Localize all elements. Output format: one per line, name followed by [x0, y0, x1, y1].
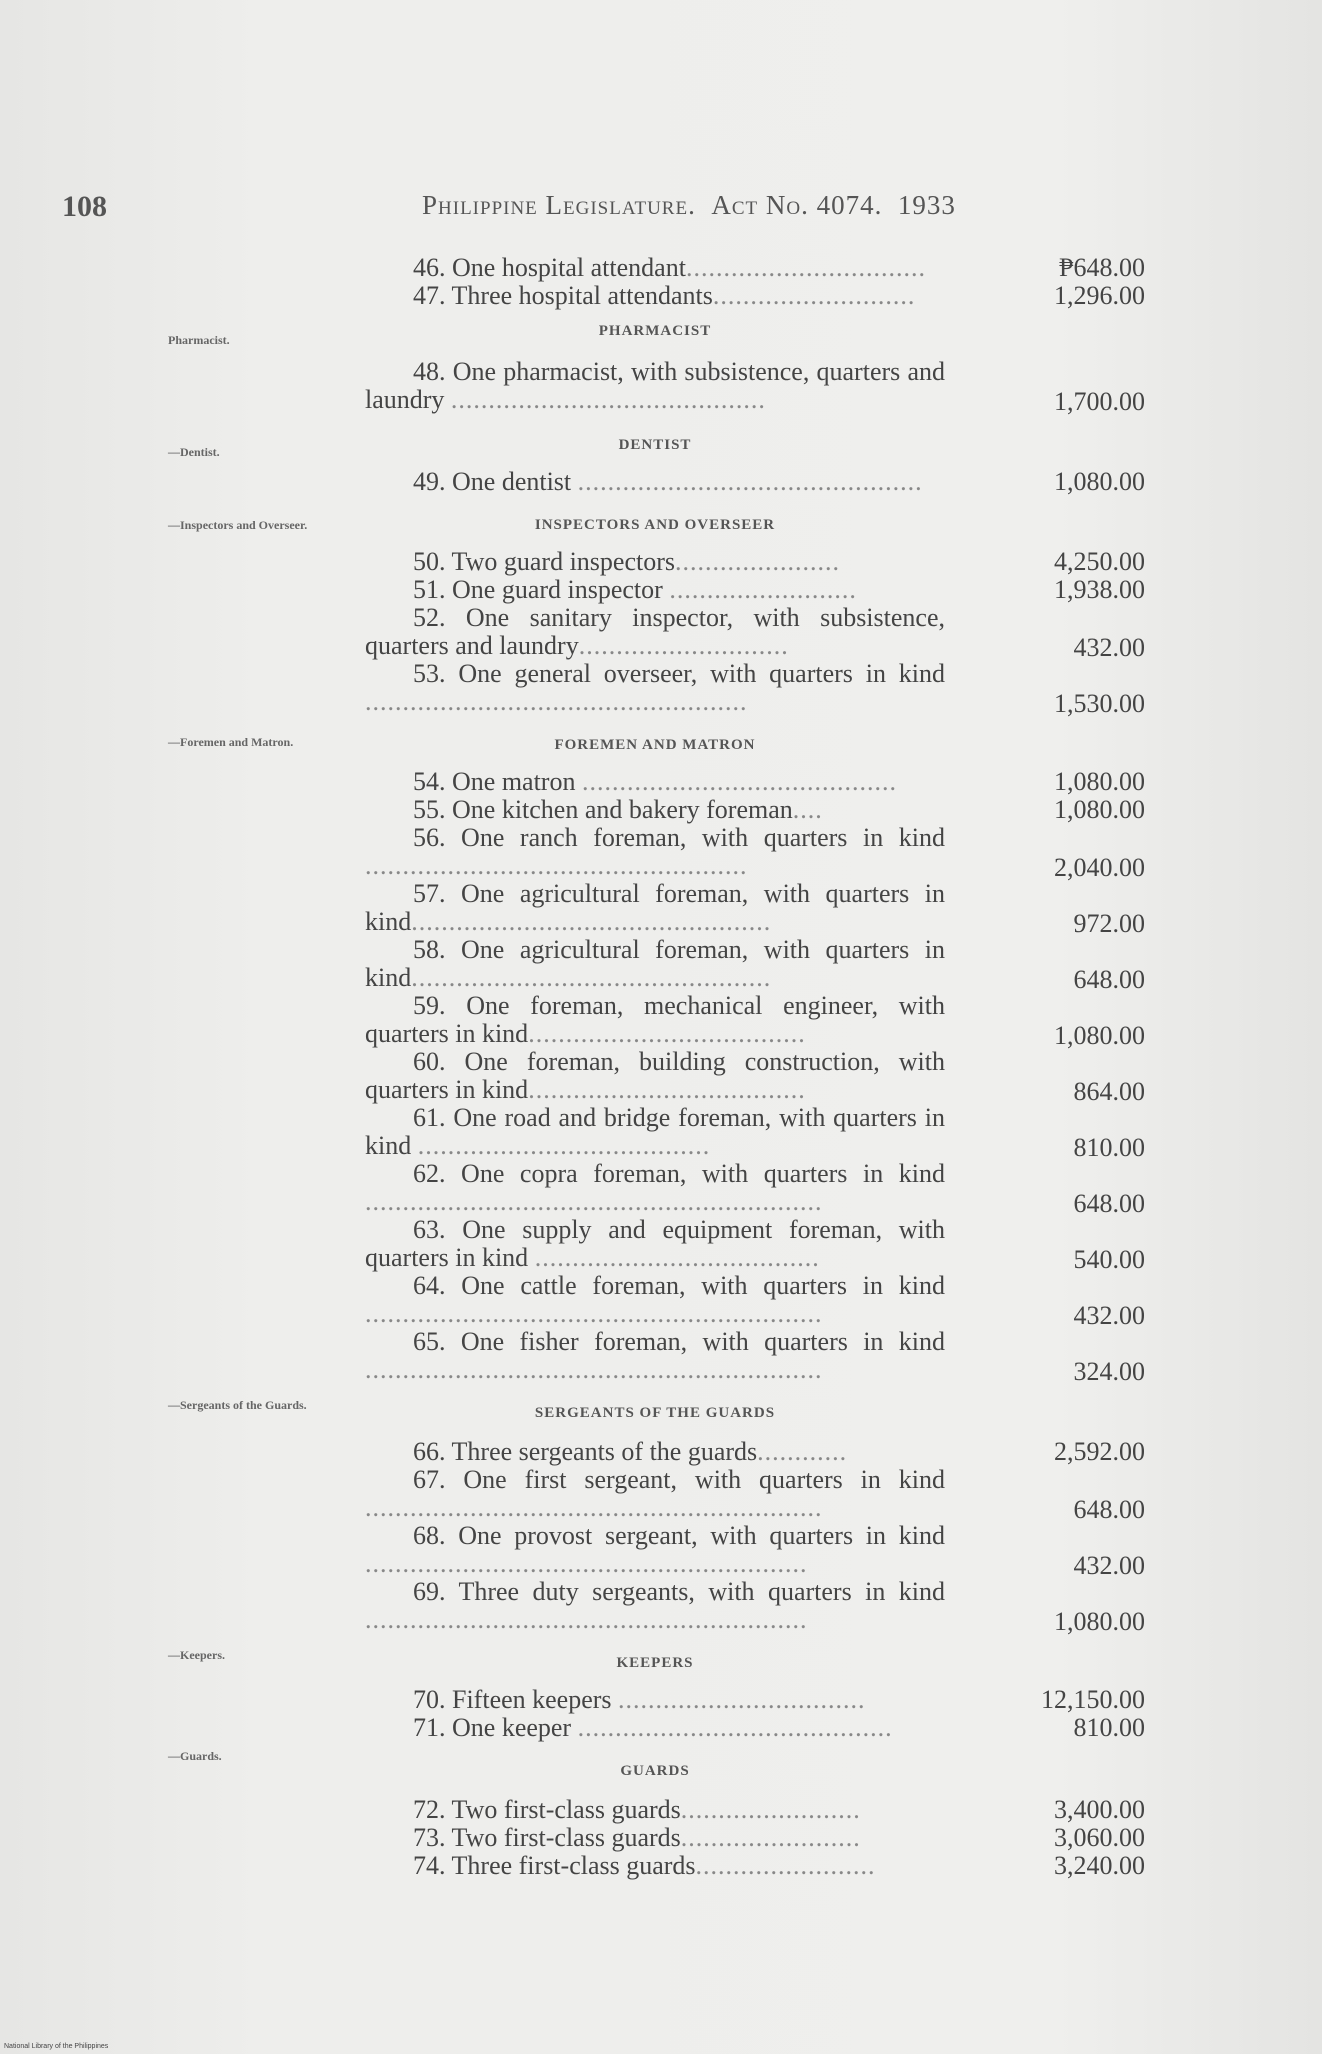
item-amount: 4,250.00: [1054, 547, 1145, 576]
item-amount: 432.00: [1073, 1301, 1145, 1330]
item-58: 58. One agricultural foreman, with quarters in kind................................................ 648.00: [365, 935, 1145, 994]
heading-dentist: DENTIST: [618, 437, 692, 453]
item-text: 47. Three hospital attendants: [413, 281, 713, 310]
running-head-year: 1933: [897, 190, 956, 220]
item-amount: 648.00: [1073, 1495, 1145, 1524]
item-amount: 810.00: [1073, 1713, 1145, 1742]
item-54: 54. One matron .......................................... 1,080.00: [413, 767, 1145, 796]
item-74: 74. Three first-class guards........................ 3,240.00: [413, 1851, 1145, 1880]
item-55: 55. One kitchen and bakery foreman.... 1,080.00: [413, 795, 1145, 824]
item-text: 61. One road and bridge foreman, with quarters in kind: [365, 1103, 945, 1160]
item-text: 62. One copra foreman, with quarters in kind: [413, 1159, 945, 1188]
item-amount: 2,592.00: [1054, 1437, 1145, 1466]
running-head-act: Act No. 4074.: [711, 190, 883, 220]
margin-note-keepers: —Keepers.: [168, 1648, 225, 1662]
item-amount: ₱648.00: [1059, 253, 1145, 282]
item-67: 67. One first sergeant, with quarters in kind ............................................................. 648.00: [365, 1465, 1145, 1524]
item-text: 53. One general overseer, with quarters in kind: [413, 659, 945, 688]
item-amount: 864.00: [1073, 1077, 1145, 1106]
item-text: 74. Three first-class guards: [413, 1851, 696, 1880]
item-amount: 648.00: [1073, 965, 1145, 994]
item-63: 63. One supply and equipment foreman, with quarters in kind ...................................... 540.00: [365, 1215, 1145, 1274]
item-text: 46. One hospital attendant: [413, 253, 686, 282]
item-66: 66. Three sergeants of the guards............ 2,592.00: [413, 1437, 1145, 1466]
item-amount: 432.00: [1073, 1551, 1145, 1580]
item-69: 69. Three duty sergeants, with quarters in kind ........................................................... 1,080.00: [365, 1577, 1145, 1636]
item-amount: 648.00: [1073, 1189, 1145, 1218]
running-head: [422, 190, 956, 221]
item-52: 52. One sanitary inspector, with subsistence, quarters and laundry............................ 432.00: [365, 603, 1145, 662]
item-amount: 810.00: [1073, 1133, 1145, 1162]
item-amount: 12,150.00: [1041, 1685, 1145, 1714]
scan-footer: National Library of the Philippines: [4, 2043, 109, 2050]
item-amount: 1,080.00: [1054, 1021, 1145, 1050]
item-53: 53. One general overseer, with quarters in kind ................................................... 1,530.00: [365, 659, 1145, 718]
margin-note-dentist: —Dentist.: [168, 445, 220, 459]
item-64: 64. One cattle foreman, with quarters in kind ............................................................. 432.00: [365, 1271, 1145, 1330]
margin-note-foremen: —Foremen and Matron.: [168, 735, 294, 749]
item-68: 68. One provost sergeant, with quarters in kind ........................................................... 432.00: [365, 1521, 1145, 1580]
item-amount: 1,080.00: [1054, 795, 1145, 824]
item-text: 67. One first sergeant, with quarters in kind: [413, 1465, 945, 1494]
item-amount: 3,240.00: [1054, 1851, 1145, 1880]
item-text: 73. Two first-class guards: [413, 1823, 681, 1852]
item-amount: 3,400.00: [1054, 1795, 1145, 1824]
page-number: 108: [62, 190, 107, 223]
item-56: 56. One ranch foreman, with quarters in kind ................................................... 2,040.00: [365, 823, 1145, 882]
item-amount: 1,296.00: [1054, 281, 1145, 310]
item-text: 52. One sanitary inspector, with subsistence, quarters and laundry: [365, 603, 945, 660]
margin-note-inspectors: —Inspectors and Overseer.: [168, 518, 308, 532]
heading-sergeants: SERGEANTS OF THE GUARDS: [534, 1405, 776, 1421]
item-text: 68. One provost sergeant, with quarters in kind: [413, 1521, 945, 1550]
item-59: 59. One foreman, mechanical engineer, with quarters in kind..................................... 1,080.00: [365, 991, 1145, 1050]
heading-guards: GUARDS: [620, 1763, 690, 1779]
item-text: 58. One agricultural foreman, with quarters in kind: [365, 935, 945, 992]
item-text: 71. One keeper: [413, 1713, 572, 1742]
item-text: 57. One agricultural foreman, with quarters in kind: [365, 879, 945, 936]
item-text: 66. Three sergeants of the guards: [413, 1437, 758, 1466]
heading-keepers: KEEPERS: [616, 1655, 694, 1671]
margin-note-guards: —Guards.: [168, 1749, 222, 1763]
item-49: 49. One dentist .............................................. 1,080.00: [413, 467, 1145, 496]
item-text: 55. One kitchen and bakery foreman: [413, 795, 793, 824]
item-70: 70. Fifteen keepers ................................. 12,150.00: [413, 1685, 1145, 1714]
item-57: 57. One agricultural foreman, with quarters in kind................................................ 972.00: [365, 879, 1145, 938]
item-text: 65. One fisher foreman, with quarters in kind: [413, 1327, 945, 1356]
item-text: 59. One foreman, mechanical engineer, with quarters in kind: [365, 991, 945, 1048]
item-73: 73. Two first-class guards........................ 3,060.00: [413, 1823, 1145, 1852]
item-amount: 540.00: [1073, 1245, 1145, 1274]
item-amount: 3,060.00: [1054, 1823, 1145, 1852]
running-head-title: Philippine Legislature.: [422, 190, 696, 220]
item-50: 50. Two guard inspectors...................... 4,250.00: [413, 547, 1145, 576]
item-amount: 1,530.00: [1054, 689, 1145, 718]
item-text: 48. One pharmacist, with subsistence, quarters and laundry: [365, 357, 945, 414]
item-61: 61. One road and bridge foreman, with quarters in kind ....................................... 810.00: [365, 1103, 1145, 1162]
item-62: 62. One copra foreman, with quarters in kind ............................................................. 648.00: [365, 1159, 1145, 1218]
item-72: 72. Two first-class guards........................ 3,400.00: [413, 1795, 1145, 1824]
item-text: 49. One dentist: [413, 467, 572, 496]
item-amount: 324.00: [1073, 1357, 1145, 1386]
heading-foremen: FOREMEN AND MATRON: [554, 737, 756, 753]
item-text: 56. One ranch foreman, with quarters in kind: [413, 823, 945, 852]
margin-note-pharmacist: Pharmacist.: [168, 333, 230, 347]
item-48: 48. One pharmacist, with subsistence, quarters and laundry .......................................... 1,700.00: [365, 357, 1145, 416]
item-text: 63. One supply and equipment foreman, with quarters in kind: [365, 1215, 945, 1272]
item-65: 65. One fisher foreman, with quarters in kind ............................................................. 324.00: [365, 1327, 1145, 1386]
item-amount: 972.00: [1073, 909, 1145, 938]
item-amount: 1,080.00: [1054, 1607, 1145, 1636]
item-amount: 432.00: [1073, 633, 1145, 662]
item-amount: 1,080.00: [1054, 467, 1145, 496]
item-text: 51. One guard inspector: [413, 575, 663, 604]
item-71: 71. One keeper .......................................... 810.00: [413, 1713, 1145, 1742]
item-51: 51. One guard inspector ......................... 1,938.00: [413, 575, 1145, 604]
heading-pharmacist: PHARMACIST: [598, 323, 712, 339]
item-text: 70. Fifteen keepers: [413, 1685, 612, 1714]
item-text: 64. One cattle foreman, with quarters in kind: [413, 1271, 945, 1300]
item-amount: 1,700.00: [1054, 387, 1145, 416]
heading-inspectors: INSPECTORS AND OVERSEER: [534, 517, 776, 533]
item-amount: 1,080.00: [1054, 767, 1145, 796]
item-46: 46. One hospital attendant................................ ₱648.00: [413, 253, 1145, 282]
item-text: 72. Two first-class guards: [413, 1795, 681, 1824]
item-text: 50. Two guard inspectors: [413, 547, 675, 576]
item-amount: 1,938.00: [1054, 575, 1145, 604]
item-amount: 2,040.00: [1054, 853, 1145, 882]
item-text: 60. One foreman, building construction, with quarters in kind: [365, 1047, 945, 1104]
margin-note-sergeants: —Sergeants of the Guards.: [168, 1398, 307, 1412]
item-60: 60. One foreman, building construction, with quarters in kind..................................... 864.00: [365, 1047, 1145, 1106]
item-text: 54. One matron: [413, 767, 576, 796]
item-47: 47. Three hospital attendants........................... 1,296.00: [413, 281, 1145, 310]
appropriation-list: [365, 254, 1145, 1880]
item-text: 69. Three duty sergeants, with quarters in kind: [413, 1577, 945, 1606]
